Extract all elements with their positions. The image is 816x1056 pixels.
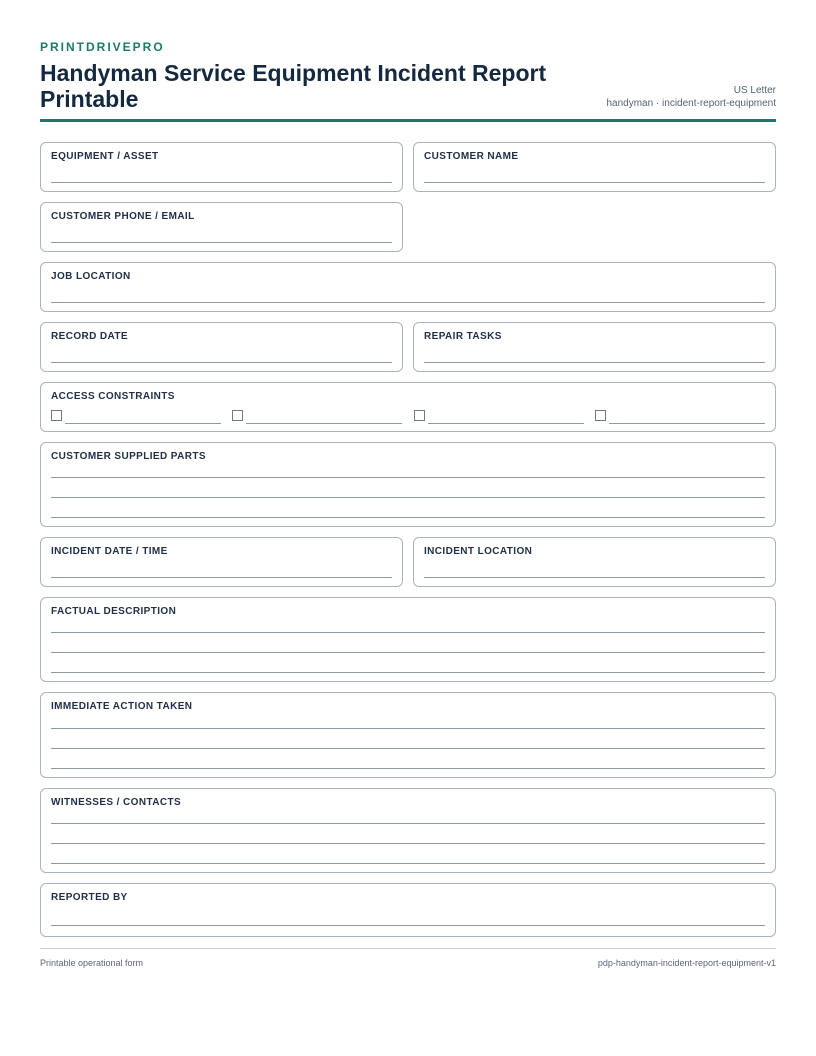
checkbox[interactable]	[414, 410, 425, 421]
checkbox[interactable]	[232, 410, 243, 421]
checkbox[interactable]	[595, 410, 606, 421]
field-customer-phone-email	[40, 202, 403, 252]
checkbox-line[interactable]	[246, 423, 402, 424]
field-factual-description	[40, 597, 776, 682]
field-customer-name	[413, 142, 776, 192]
write-line[interactable]	[51, 302, 765, 303]
write-line[interactable]	[51, 768, 765, 769]
write-line[interactable]	[51, 182, 392, 183]
field-witnesses-contacts	[40, 788, 776, 873]
footer-left-text: Printable operational form	[40, 958, 144, 968]
field-customer-supplied-parts	[40, 442, 776, 527]
checkbox-line[interactable]	[428, 423, 584, 424]
brand-logo: PRINTDRIVEPRO	[40, 40, 165, 54]
field-immediate-action-taken	[40, 692, 776, 778]
field-record-date	[40, 322, 403, 372]
header-meta	[606, 84, 776, 110]
field-label: IMMEDIATE ACTION TAKEN	[51, 701, 193, 712]
write-line[interactable]	[51, 925, 765, 926]
form-page	[40, 40, 776, 122]
field-access-constraints	[40, 382, 776, 432]
field-equipment-asset	[40, 142, 403, 192]
checkbox-line[interactable]	[65, 423, 221, 424]
checkbox-line[interactable]	[609, 423, 765, 424]
write-line[interactable]	[51, 632, 765, 633]
field-label: INCIDENT DATE / TIME	[51, 546, 168, 557]
checkbox[interactable]	[51, 410, 62, 421]
write-line[interactable]	[51, 517, 765, 518]
write-line[interactable]	[51, 362, 392, 363]
field-label: ACCESS CONSTRAINTS	[51, 391, 175, 402]
field-label: REPORTED BY	[51, 892, 128, 903]
field-incident-date-time	[40, 537, 403, 587]
write-line[interactable]	[51, 477, 765, 478]
field-label: CUSTOMER SUPPLIED PARTS	[51, 451, 206, 462]
write-line[interactable]	[51, 242, 392, 243]
write-line[interactable]	[424, 362, 765, 363]
field-label: CUSTOMER PHONE / EMAIL	[51, 211, 195, 222]
write-line[interactable]	[51, 497, 765, 498]
write-line[interactable]	[51, 823, 765, 824]
write-line[interactable]	[424, 182, 765, 183]
write-line[interactable]	[424, 577, 765, 578]
write-line[interactable]	[51, 863, 765, 864]
field-label: FACTUAL DESCRIPTION	[51, 606, 177, 617]
write-line[interactable]	[51, 652, 765, 653]
paper-size: US Letter	[733, 85, 776, 96]
field-repair-tasks	[413, 322, 776, 372]
field-label: CUSTOMER NAME	[424, 151, 519, 162]
write-line[interactable]	[51, 728, 765, 729]
field-reported-by	[40, 883, 776, 937]
write-line[interactable]	[51, 748, 765, 749]
form-header	[40, 40, 776, 122]
footer-form-id: pdp-handyman-incident-report-equipment-v1	[597, 958, 776, 968]
field-label: REPAIR TASKS	[424, 331, 502, 342]
field-job-location	[40, 262, 776, 312]
field-label: RECORD DATE	[51, 331, 128, 342]
write-line[interactable]	[51, 577, 392, 578]
page-footer	[40, 948, 776, 968]
form-tags: handyman · incident-report-equipment	[606, 98, 776, 109]
write-line[interactable]	[51, 843, 765, 844]
write-line[interactable]	[51, 672, 765, 673]
field-incident-location	[413, 537, 776, 587]
field-label: INCIDENT LOCATION	[424, 546, 533, 557]
field-label: JOB LOCATION	[51, 271, 131, 282]
field-label: WITNESSES / CONTACTS	[51, 797, 182, 808]
field-label: EQUIPMENT / ASSET	[51, 151, 159, 162]
page-title: Handyman Service Equipment Incident Report Printable	[40, 60, 547, 112]
